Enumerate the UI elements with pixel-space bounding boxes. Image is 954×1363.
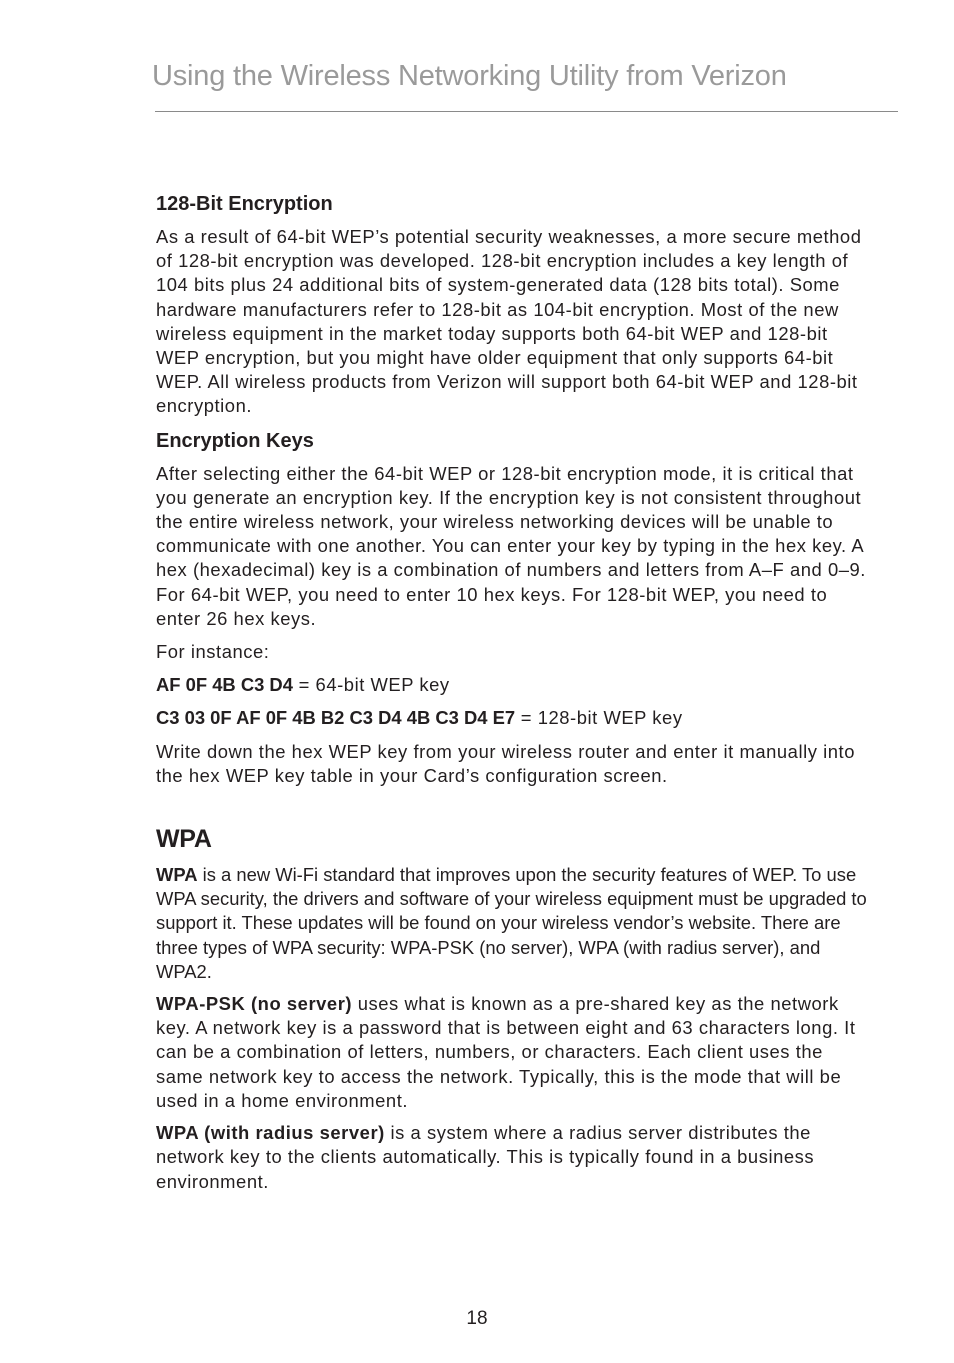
example-64-bit-key: [156, 673, 868, 697]
paragraph-wpa-intro: [156, 863, 868, 984]
wpa-intro-text: is a new Wi-Fi standard that improves upon the security features of WEP. To use WPA security, the drivers and software of your wireless equipment must be upgraded to support it. These updates will be found on your wireless vendor’s website. There are three types of WPA security: WPA-PSK (no server), WPA (with radius server), and WPA2.: [156, 864, 867, 982]
paragraph-wpa-psk: [156, 992, 868, 1113]
paragraph-write-down-key: Write down the hex WEP key from your wireless router and enter it manually into the hex WEP key table in your Card’s configuration screen.: [156, 740, 855, 786]
page-number: 18: [466, 1308, 488, 1329]
example-64-bit-key-description: = 64-bit WEP key: [292, 674, 450, 696]
running-header-title: Using the Wireless Networking Utility from Verizon: [152, 60, 787, 92]
example-128-bit-key: [156, 706, 868, 730]
header-divider: [155, 111, 898, 112]
paragraph-wpa-radius: [156, 1121, 868, 1194]
paragraph-encryption-keys: After selecting either the 64-bit WEP or 128-bit encryption mode, it is critical that you generate an encryption key. If the encryption key is not consistent throughout the entire wireless network, your wireless networking devices will be unable to communicate with one another. You can enter your key by typing in the hex key. A hex (hexadecimal) key is a combination of numbers and letters from A–F and 0–9. For 64-bit WEP, you need to enter 10 hex keys. For 128-bit WEP, you need to enter 26 hex keys.: [156, 462, 866, 629]
example-128-bit-key-description: = 128-bit WEP key: [515, 707, 683, 729]
heading-128-bit-encryption: 128-Bit Encryption: [156, 193, 333, 215]
wpa-radius-term: WPA (with radius server): [156, 1122, 385, 1144]
heading-encryption-keys: Encryption Keys: [156, 429, 314, 452]
wpa-psk-text: uses what is known as a pre-shared key as the network key. A network key is a password that is between eight and 63 characters long. It can be a combination of letters, numbers, or characters. Each client uses the same network key to access the network. Typically, this is the mode that will be used in a home environment.: [156, 993, 856, 1111]
wpa-term: WPA: [156, 864, 198, 886]
wpa-psk-term: WPA-PSK (no server): [156, 993, 353, 1015]
for-instance-label: For instance:: [156, 641, 270, 663]
wpa-radius-text: is a system where a radius server distributes the network key to the clients automatically. This is typically found in a business environment.: [156, 1122, 815, 1192]
example-64-bit-key-value: AF 0F 4B C3 D4: [156, 674, 293, 696]
heading-wpa: WPA: [156, 825, 212, 854]
page-content: [156, 191, 868, 1194]
paragraph-128-bit-encryption: As a result of 64-bit WEP’s potential security weaknesses, a more secure method of 128-bit encryption was developed. 128-bit encryption includes a key length of 104 bits plus 24 additional bits of system-generated data (128 bits total). Some hardware manufacturers refer to 128-bit as 104-bit encryption. Most of the new wireless equipment in the market today supports both 64-bit WEP and 128-bit WEP encryption, but you might have older equipment that only supports 64-bit WEP. All wireless products from Verizon will support both 64-bit WEP and 128-bit encryption.: [156, 226, 862, 417]
example-128-bit-key-value: C3 03 0F AF 0F 4B B2 C3 D4 4B C3 D4 E7: [156, 707, 516, 729]
